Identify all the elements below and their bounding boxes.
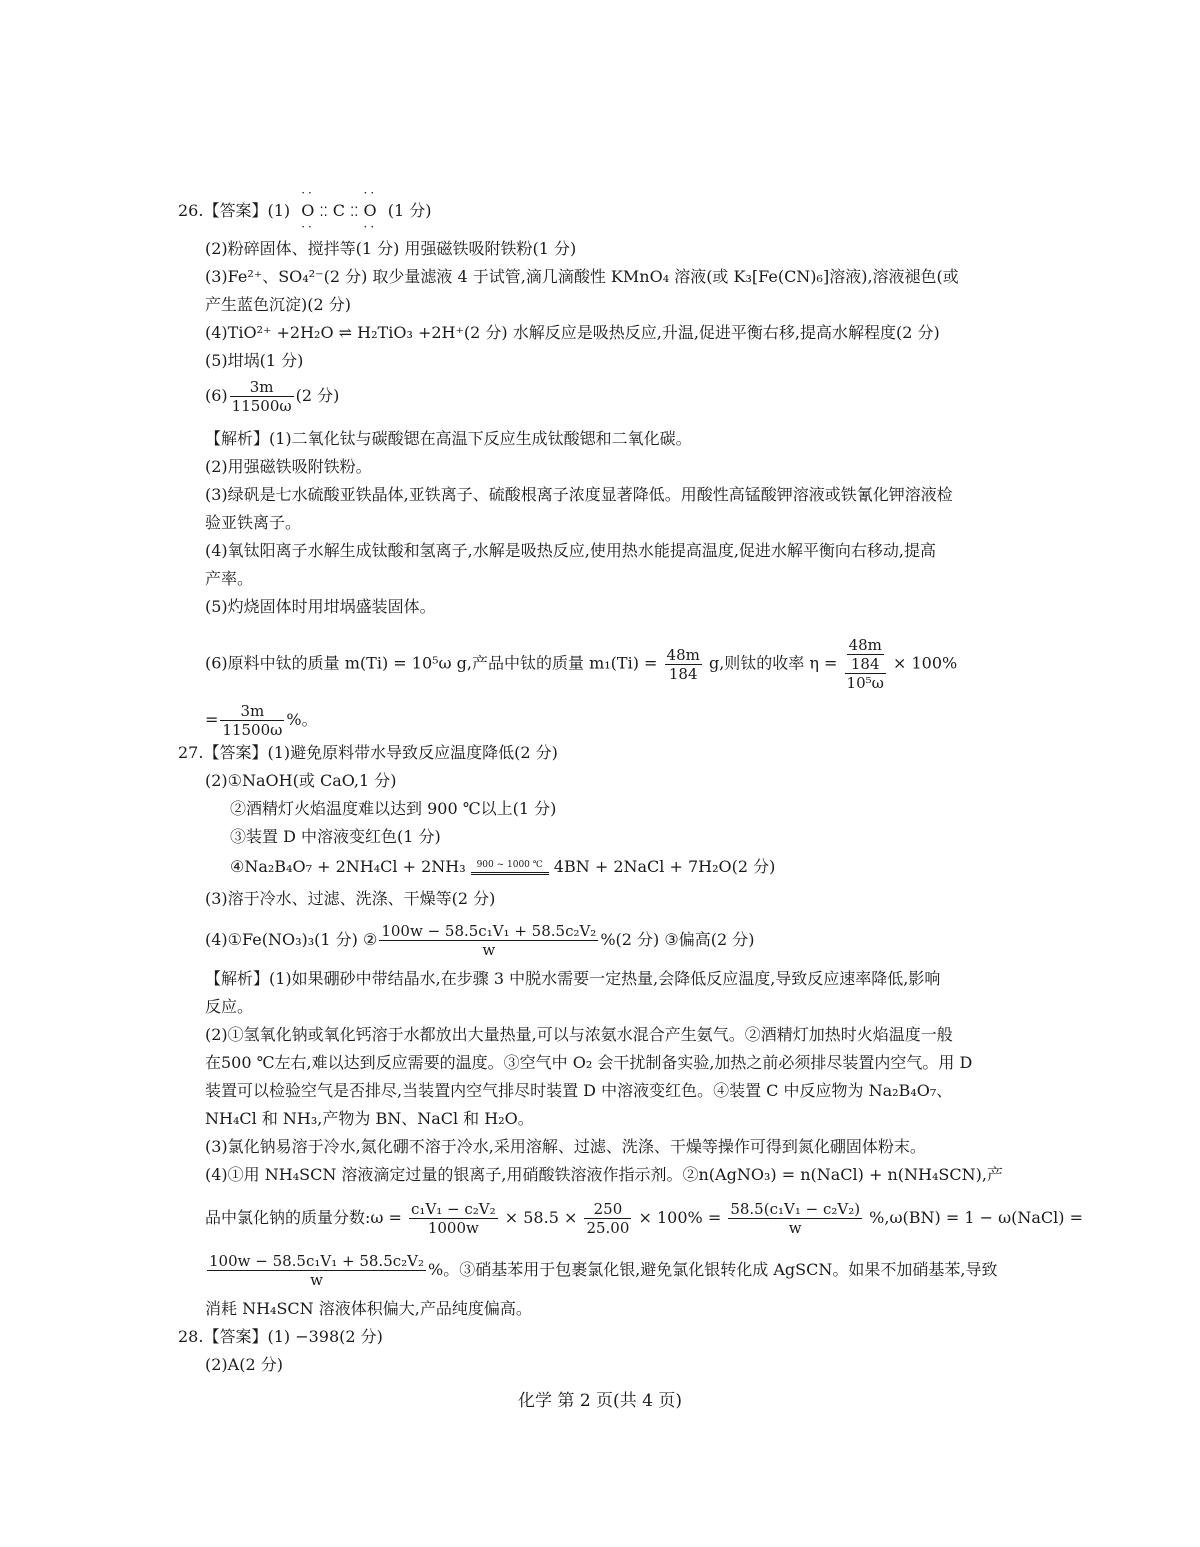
q26-explain-1: 【解析】(1)二氧化钛与碳酸锶在高温下反应生成钛酸锶和二氧化碳。 (205, 429, 692, 448)
q27-explain-2-line-1: (2)①氢氧化钠或氧化钙溶于水都放出大量热量,可以与浓氨水混合产生氨气。②酒精灯加热时火焰温度一般 (205, 1025, 953, 1044)
q26-answer-line-1 (178, 186, 432, 234)
q27-answer-2-2: ②酒精灯火焰温度难以达到 900 ℃以上(1 分) (230, 799, 557, 818)
fraction: $\frac{250}{25.00}$ (586, 1200, 630, 1237)
lewis-carbon: C (332, 201, 346, 220)
fraction: $\frac{\text{c₁V₁ − c₂V₂}}{1000w}$ (411, 1200, 496, 1237)
fraction: $\frac{3m}{11500\omega}$ (222, 702, 283, 739)
q26-answer-3-line-2: 产生蓝色沉淀)(2 分) (205, 295, 351, 314)
q27-answer-2-1: (2)①NaOH(或 CaO,1 分) (205, 771, 397, 790)
fraction: $\frac{\text{58.5(c₁V₁ − c₂V₂)}}{w}$ (730, 1200, 861, 1237)
q26-answer-4: (4)TiO²⁺ +2H₂O ⇌ H₂TiO₃ +2H⁺(2 分) 水解反应是吸热反应,升温,促进平衡右移,提高水解程度(2 分) (205, 323, 940, 342)
reaction-arrow: 900 ~ 1000 ℃ (471, 860, 549, 875)
q26-a1-score: (1 分) (387, 201, 432, 220)
q26-answer-head: 26.【答案】(1) (178, 201, 291, 220)
fraction: $\frac{3m}{11500\omega}$ (231, 378, 292, 415)
q27-explain-1-line-1: 【解析】(1)如果硼砂中带结晶水,在步骤 3 中脱水需要一定热量,会降低反应温度,导致反应速率降低,影响 (205, 969, 941, 988)
lewis-oxygen-left: ·· O ·· (301, 186, 315, 234)
q27-explain-1-line-2: 反应。 (205, 997, 254, 1016)
fraction: $\frac{48m}{184}$ (666, 645, 700, 683)
q27-explain-4-line-1: (4)①用 NH₄SCN 溶液滴定过量的银离子,用硝酸铁溶液作指示剂。②n(AgNO₃) = n(NaCl) + n(NH₄SCN),产 (205, 1165, 1003, 1184)
page-footer: 化学 第 2 页(共 4 页) (518, 1391, 682, 1411)
q26-answer-5: (5)坩埚(1 分) (205, 351, 304, 370)
q27-explain-2-line-3: 装置可以检验空气是否排尽,当装置内空气排尽时装置 D 中溶液变红色。④装置 C 中反应物为 Na₂B₄O₇、 (205, 1081, 953, 1100)
q26-explain-6: (6)原料中钛的质量 m(Ti) = 10⁵ω g,产品中钛的质量 m₁(Ti) = $\frac{48m}{184}$ g,则钛的收率 η = $\frac{\frac{48m}{184}}{\text{10⁵ω}}$ × 100% (205, 636, 958, 692)
lewis-structure: ·· O ·· ⁚⁚ C ⁚⁚ ·· O ·· (301, 186, 378, 234)
q26-answer-3-line-1: (3)Fe²⁺、SO₄²⁻(2 分) 取少量滤液 4 于试管,滴几滴酸性 KMnO₄ 溶液(或 K₃[Fe(CN)₆]溶液),溶液褪色(或 (205, 267, 959, 286)
q26-answer-2: (2)粉碎固体、搅拌等(1 分) 用强磁铁吸附铁粉(1 分) (205, 239, 577, 258)
q27-explain-3: (3)氯化钠易溶于冷水,氮化硼不溶于冷水,采用溶解、过滤、洗涤、干燥等操作可得到氮化硼固体粉末。 (205, 1137, 926, 1156)
q27-answer-4: (4)①Fe(NO₃)₃(1 分) ② $\frac{\text{100w − 58.5c₁V₁ + 58.5c₂V₂}}{w}$ %(2 分) ③偏高(2 分) (205, 922, 755, 959)
q28-answer-1: 28.【答案】(1) −398(2 分) (178, 1327, 383, 1346)
q27-explain-2-line-2: 在500 ℃左右,难以达到反应需要的温度。③空气中 O₂ 会干扰制备实验,加热之前必须排尽装置内空气。用 D (205, 1053, 973, 1072)
q26-answer-6: (6) $\frac{3m}{11500\omega}$ (2 分) (205, 378, 340, 415)
lewis-oxygen-right: ·· O ·· (363, 186, 378, 234)
q27-explain-4-line-3: $\frac{\text{100w − 58.5c₁V₁ + 58.5c₂V₂}}{w}$ %。③硝基苯用于包裹氯化银,避免氯化银转化成 AgSCN。如果不加硝基苯,导致 (209, 1252, 998, 1289)
q27-answer-2-3: ③装置 D 中溶液变红色(1 分) (230, 827, 441, 846)
q26-explain-3-line-2: 验亚铁离子。 (205, 513, 302, 532)
compound-fraction: $\frac{\frac{48m}{184}}{\text{10⁵ω}}$ (846, 636, 884, 692)
q27-explain-4-line-2: 品中氯化钠的质量分数:ω = $\frac{\text{c₁V₁ − c₂V₂}}{1000w}$ × 58.5 × $\frac{250}{25.00}$ × 100% = $\frac{\text{58.5(c₁V₁ − c₂V₂)}}{w}$ %,ω(BN) = 1 − ω(NaCl) = (205, 1200, 1083, 1237)
q28-answer-2: (2)A(2 分) (205, 1355, 283, 1374)
q26-explain-2: (2)用强磁铁吸附铁粉。 (205, 457, 372, 476)
q26-explain-5: (5)灼烧固体时用坩埚盛装固体。 (205, 597, 436, 616)
q26-explain-4-line-1: (4)氧钛阳离子水解生成钛酸和氢离子,水解是吸热反应,使用热水能提高温度,促进水解平衡向右移动,提高 (205, 541, 937, 560)
q27-explain-2-line-4: NH₄Cl 和 NH₃,产物为 BN、NaCl 和 H₂O。 (205, 1109, 534, 1128)
q27-answer-2-4: ④Na₂B₄O₇ + 2NH₄Cl + 2NH₃ 900 ~ 1000 ℃ 4BN + 2NaCl + 7H₂O(2 分) (230, 857, 776, 876)
q26-explain-3-line-1: (3)绿矾是七水硫酸亚铁晶体,亚铁离子、硫酸根离子浓度显著降低。用酸性高锰酸钾溶液或铁氰化钾溶液检 (205, 485, 953, 504)
q26-explain-6-result: = $\frac{3m}{11500\omega}$ %。 (205, 702, 318, 739)
q26-explain-4-line-2: 产率。 (205, 569, 254, 588)
fraction: $\frac{\text{100w − 58.5c₁V₁ + 58.5c₂V₂}}{w}$ (209, 1252, 424, 1289)
q27-explain-4-line-4: 消耗 NH₄SCN 溶液体积偏大,产品纯度偏高。 (205, 1299, 532, 1318)
q27-answer-3: (3)溶于冷水、过滤、洗涤、干燥等(2 分) (205, 889, 496, 908)
fraction: $\frac{\text{100w − 58.5c₁V₁ + 58.5c₂V₂}}{w}$ (381, 922, 597, 959)
q27-answer-1: 27.【答案】(1)避免原料带水导致反应温度降低(2 分) (178, 743, 558, 762)
